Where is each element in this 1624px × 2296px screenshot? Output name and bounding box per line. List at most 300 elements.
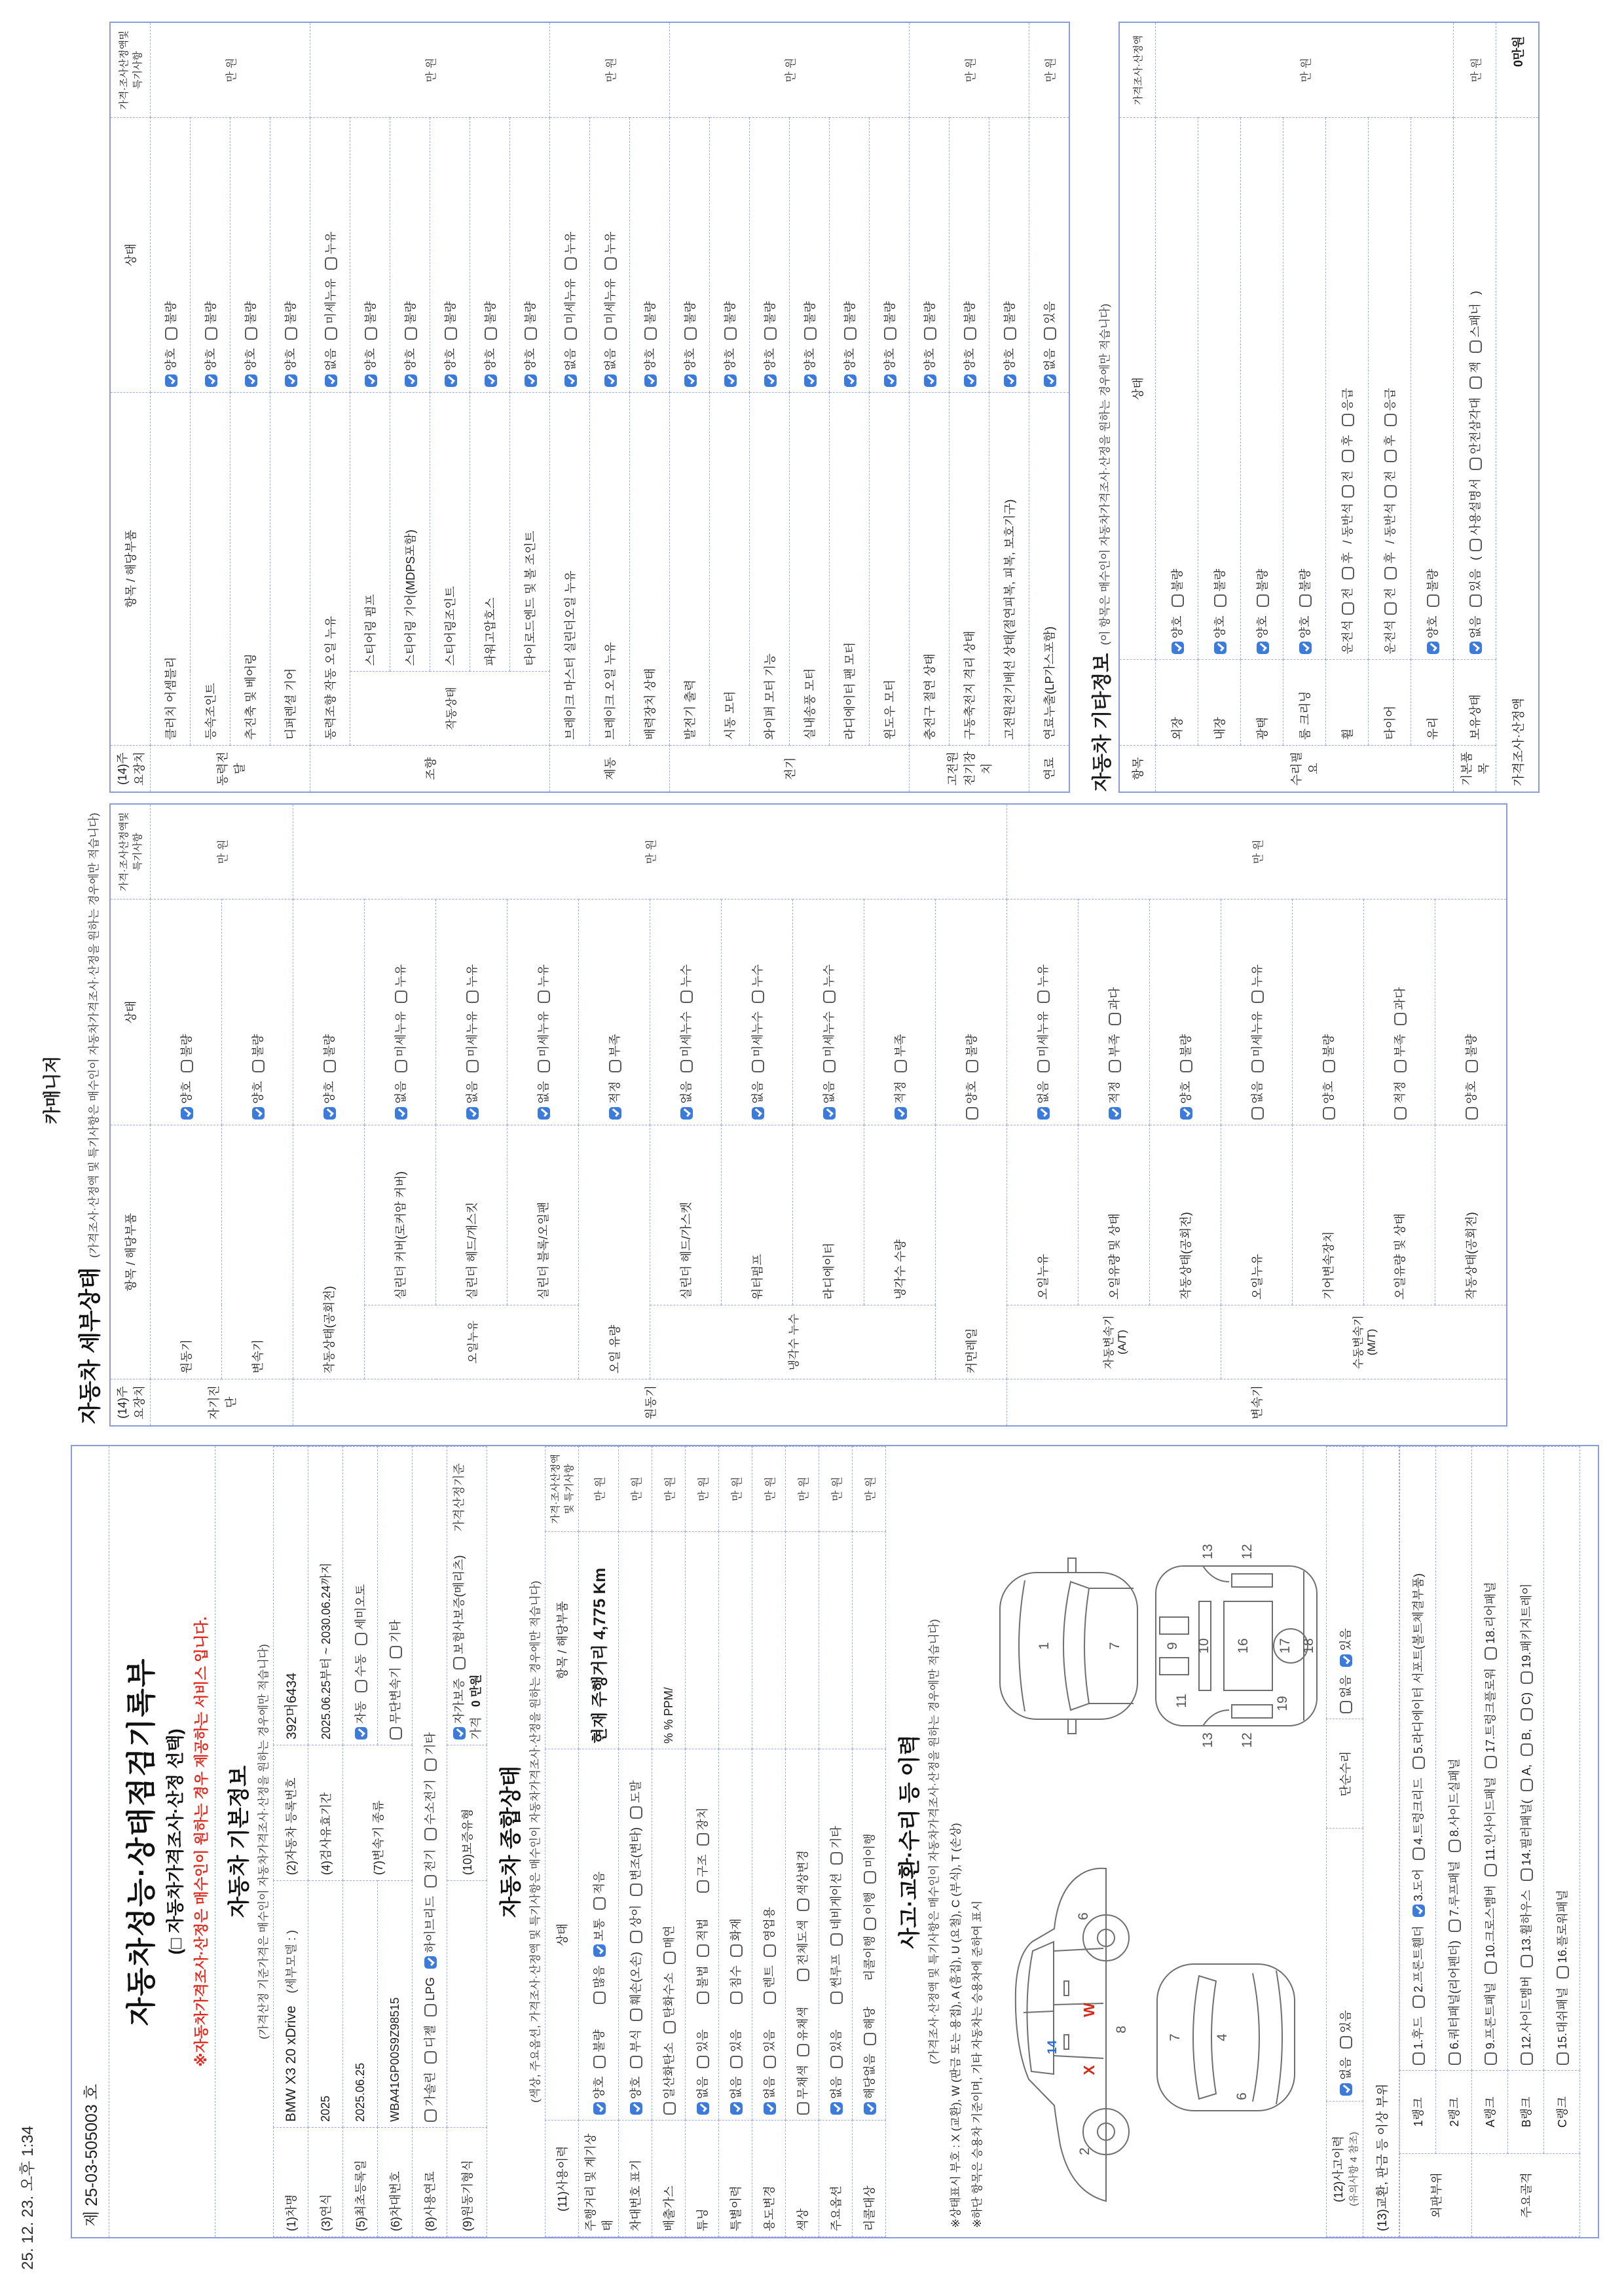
checkbox[interactable] [630, 2102, 642, 2115]
checkbox[interactable] [1427, 594, 1439, 607]
checkbox[interactable] [764, 1944, 776, 1957]
state-cell [1283, 118, 1326, 660]
checkbox[interactable] [325, 257, 337, 270]
checkbox[interactable] [1449, 1920, 1461, 1932]
checkbox[interactable] [252, 1107, 265, 1120]
checkbox[interactable] [764, 374, 777, 387]
checkbox-option: 무단변속기 [386, 1667, 403, 1740]
checkbox[interactable] [864, 2033, 876, 2045]
state-cell [1369, 118, 1411, 660]
checkbox-option: 양호 [627, 2077, 644, 2115]
checkbox-option: 불량 [177, 1034, 194, 1072]
detail-row [1326, 22, 1369, 792]
checkbox[interactable] [205, 327, 217, 340]
checkbox[interactable] [1037, 991, 1050, 1003]
checkbox[interactable] [1521, 1868, 1533, 1881]
checkbox-option: 양호 [282, 348, 299, 387]
checkbox[interactable] [609, 1060, 621, 1072]
detail-row [191, 22, 231, 792]
checkbox-option: 없음 [534, 1081, 551, 1120]
checkbox[interactable] [924, 327, 936, 340]
checkbox[interactable] [1521, 2052, 1533, 2065]
checkbox[interactable] [724, 327, 737, 340]
basic-info-heading: 자동차 기본정보 (가격산정 기준가격은 매수인이 자동차가격조사·산정을 원하는 경우에만 적습니다) [227, 1644, 270, 2039]
checkbox[interactable] [830, 1852, 843, 1865]
row-label: 주요옵션 [819, 2121, 853, 2237]
checkbox-option: 적정 [1105, 1081, 1122, 1120]
checkbox[interactable] [1469, 539, 1482, 551]
checkbox[interactable] [1412, 2052, 1425, 2065]
checkbox[interactable] [466, 1060, 479, 1072]
checkbox[interactable] [165, 374, 177, 387]
checkbox[interactable] [830, 1992, 843, 2004]
checkbox[interactable] [1466, 1060, 1478, 1072]
checkbox[interactable] [1557, 2052, 1569, 2065]
checkbox[interactable] [1004, 374, 1016, 387]
checkbox[interactable] [604, 257, 617, 270]
checkbox[interactable] [1109, 1013, 1121, 1025]
checkbox[interactable] [538, 991, 550, 1003]
overall-row [686, 1447, 719, 2237]
checkbox-option: 응급 [1381, 388, 1398, 427]
checkbox[interactable] [1180, 1107, 1192, 1120]
checkbox[interactable] [1251, 991, 1264, 1003]
checkbox[interactable] [1394, 1060, 1407, 1072]
checkbox[interactable] [285, 374, 297, 387]
checkbox-option: 부족 [891, 1034, 908, 1072]
checkbox[interactable] [1323, 1060, 1335, 1072]
registration-number-value: 392머6434 [274, 1447, 308, 1745]
checkbox[interactable] [1044, 374, 1056, 387]
state-cell [864, 900, 936, 1125]
checkbox[interactable] [797, 2102, 809, 2115]
panel-zone-number: 12 [1240, 1732, 1255, 1748]
state-cell [191, 118, 231, 393]
item-label: 윈도우 모터 [870, 392, 910, 745]
checkbox[interactable] [730, 2056, 743, 2068]
detail-row [1156, 22, 1198, 792]
checkbox[interactable] [1251, 1060, 1264, 1072]
checkbox[interactable] [823, 991, 836, 1003]
checkbox[interactable] [1037, 1107, 1050, 1120]
checkbox[interactable] [764, 327, 777, 340]
item-cell [786, 1531, 819, 1749]
checkbox[interactable] [730, 2102, 743, 2115]
checkbox[interactable] [1427, 642, 1439, 654]
checkbox[interactable] [609, 1107, 621, 1120]
checkbox[interactable] [1557, 1966, 1569, 1978]
checkbox[interactable] [395, 1060, 407, 1072]
checkbox[interactable] [1004, 327, 1016, 340]
checkbox[interactable] [1521, 1955, 1533, 1967]
checkbox[interactable] [1109, 1060, 1121, 1072]
checkbox[interactable] [323, 1060, 336, 1072]
panel-zone-number: 7 [1107, 1642, 1122, 1650]
checkbox-option: 매연 [660, 1925, 677, 1964]
checkbox[interactable] [323, 1107, 336, 1120]
checkbox-option: 무채색 [794, 2065, 811, 2115]
checkbox-option: 수동 [352, 1654, 369, 1692]
checkbox[interactable] [844, 374, 857, 387]
checkbox[interactable] [730, 1944, 743, 1957]
main-record-page [71, 1445, 1599, 2238]
checkbox[interactable] [864, 2102, 876, 2115]
checkbox[interactable] [1384, 414, 1397, 426]
item-label: 오일누유 [1221, 1125, 1293, 1305]
checkbox[interactable] [752, 1060, 764, 1072]
item-label: 오일누유 [1007, 1125, 1079, 1305]
checkbox[interactable] [445, 374, 457, 387]
checkbox[interactable] [1257, 642, 1269, 654]
engine-type-value [447, 1881, 487, 2128]
checkbox[interactable] [424, 1956, 437, 1969]
checkbox[interactable] [466, 991, 479, 1003]
checkbox[interactable] [1340, 2083, 1352, 2096]
checkbox[interactable] [1323, 1107, 1335, 1120]
checkbox[interactable] [525, 327, 537, 340]
rank-items [1436, 1447, 1472, 2071]
checkbox[interactable] [764, 1992, 776, 2004]
checkbox[interactable] [884, 374, 896, 387]
checkbox[interactable] [697, 1880, 709, 1893]
checkbox[interactable] [1342, 414, 1354, 426]
checkbox[interactable] [697, 1992, 709, 2004]
checkbox[interactable] [564, 327, 577, 340]
state-cell [652, 1749, 686, 2121]
checkbox[interactable] [453, 1657, 466, 1669]
checkbox[interactable] [1172, 594, 1184, 607]
checkbox-option: 불량 [641, 301, 658, 340]
checkbox-option: 17.트렁크플로워 [1481, 1668, 1498, 1768]
checkbox[interactable] [485, 374, 497, 387]
checkbox[interactable] [1469, 594, 1482, 607]
checkbox[interactable] [830, 2056, 843, 2068]
checkbox[interactable] [1342, 602, 1354, 615]
checkbox[interactable] [764, 2102, 776, 2115]
checkbox[interactable] [395, 991, 407, 1003]
checkbox[interactable] [1485, 1864, 1497, 1876]
checkbox[interactable] [564, 374, 577, 387]
checkbox[interactable] [1412, 1904, 1425, 1917]
item-label: 변속기 [222, 1125, 293, 1379]
accident-history-table [1326, 1446, 1399, 2237]
checkbox[interactable] [355, 1727, 367, 1740]
checkbox[interactable] [730, 1992, 743, 2004]
checkbox[interactable] [424, 1875, 437, 1887]
checkbox[interactable] [365, 374, 377, 387]
checkbox[interactable] [1466, 1107, 1478, 1120]
checkbox[interactable] [252, 1060, 265, 1072]
checkbox[interactable] [1394, 1107, 1407, 1120]
checkbox[interactable] [680, 1060, 693, 1072]
checkbox[interactable] [1449, 1840, 1461, 1852]
checkbox-option: 전기 [421, 1849, 438, 1887]
checkbox[interactable] [630, 2056, 642, 2068]
checkbox[interactable] [804, 327, 817, 340]
checkbox-option: 전체도색 [794, 1920, 811, 1981]
checkbox[interactable] [604, 327, 617, 340]
checkbox-option: 누유 [561, 232, 578, 270]
checkbox[interactable] [181, 1107, 193, 1120]
checkbox-option: 불량 [961, 301, 978, 340]
checkbox[interactable] [466, 1107, 479, 1120]
checkbox[interactable] [181, 1060, 193, 1072]
checkbox-option: 기타 [827, 1826, 844, 1865]
checkbox[interactable] [844, 327, 857, 340]
checkbox[interactable] [864, 1918, 876, 1930]
checkbox[interactable] [1521, 1779, 1533, 1791]
item-label: 오일유량 및 상태 [1079, 1125, 1150, 1305]
checkbox[interactable] [593, 1944, 606, 1957]
checkbox[interactable] [797, 2044, 809, 2056]
checkbox[interactable] [966, 1060, 978, 1072]
detail-row [630, 22, 670, 792]
price-cell: 만 원 [819, 1447, 853, 1532]
checkbox-option: 19.패키지트레이 [1517, 1583, 1534, 1683]
checkbox[interactable] [663, 1952, 676, 1964]
checkbox[interactable] [630, 1931, 642, 1943]
checkbox[interactable] [830, 1933, 843, 1946]
checkbox[interactable] [1340, 1702, 1352, 1714]
state-cell [222, 900, 293, 1125]
checkbox[interactable] [390, 1646, 402, 1658]
checkbox[interactable] [764, 2056, 776, 2068]
checkbox[interactable] [830, 2102, 843, 2115]
checkbox[interactable] [424, 1828, 437, 1840]
price-cell: 만 원 [752, 1447, 786, 1532]
state-cell [950, 118, 989, 393]
column-header: 가격·조사산정액 및 특기사항 [545, 1447, 579, 1532]
checkbox[interactable] [285, 327, 297, 340]
checkbox-option: 미세누유 [1248, 1011, 1265, 1073]
checkbox[interactable] [1521, 1708, 1533, 1721]
checkbox[interactable] [1180, 1060, 1192, 1072]
checkbox[interactable] [895, 1107, 907, 1120]
checkbox[interactable] [752, 991, 764, 1003]
checkbox[interactable] [724, 374, 737, 387]
etc-price-label: 가격조사·산정액 [1496, 118, 1540, 793]
checkbox[interactable] [1449, 2052, 1461, 2065]
checkbox[interactable] [424, 2109, 437, 2122]
checkbox[interactable] [1299, 642, 1312, 654]
checkbox-option: 1.후드 [1409, 2016, 1426, 2065]
checkbox[interactable] [245, 327, 257, 340]
checkbox-option: 불량 [401, 301, 418, 340]
checkbox[interactable] [966, 1107, 978, 1120]
item-label: 실린더 커버(로커암 커버) [365, 1125, 436, 1305]
item-label: 작동상태(공회전) [293, 1125, 365, 1379]
checkbox[interactable] [1172, 642, 1184, 654]
checkbox-option: 누유 [601, 232, 618, 270]
checkbox[interactable] [325, 327, 337, 340]
checkbox[interactable] [1044, 327, 1056, 340]
checkbox[interactable] [424, 2051, 437, 2064]
checkbox[interactable] [538, 1060, 550, 1072]
checkbox[interactable] [964, 327, 976, 340]
checkbox[interactable] [445, 327, 457, 340]
checkbox[interactable] [924, 374, 936, 387]
checkbox[interactable] [1342, 567, 1354, 579]
checkbox[interactable] [1384, 602, 1397, 615]
checkbox[interactable] [823, 1060, 836, 1072]
checkbox[interactable] [684, 374, 697, 387]
checkbox[interactable] [895, 1060, 907, 1072]
checkbox[interactable] [1469, 458, 1482, 470]
checkbox-option: 12.사이드멤버 [1517, 1976, 1534, 2065]
checkbox[interactable] [797, 1969, 809, 1981]
checkbox[interactable] [604, 374, 617, 387]
checkbox[interactable] [1214, 594, 1227, 607]
checkbox[interactable] [395, 1107, 407, 1120]
checkbox[interactable] [630, 1884, 642, 1897]
checkbox[interactable] [697, 2056, 709, 2068]
checkbox-option: 양호 [641, 348, 658, 387]
checkbox-option: 일산화탄소 [660, 2042, 677, 2115]
checkbox-option: 전 [1381, 588, 1398, 615]
checkbox-option: 스패너 [1466, 303, 1483, 353]
checkbox[interactable] [663, 2102, 676, 2115]
checkbox-option: 양호 [761, 348, 778, 387]
checkbox-option: 부족 [1105, 1034, 1122, 1072]
service-warning: ※자동차가격조사·산정은 매수인이 원하는 경우 제공하는 서비스 입니다. [193, 1616, 210, 2067]
checkbox[interactable] [564, 257, 577, 270]
checkbox[interactable] [1109, 1107, 1121, 1120]
checkbox[interactable] [1469, 340, 1482, 353]
checkbox[interactable] [245, 374, 257, 387]
checkbox[interactable] [1412, 1848, 1425, 1860]
field-label: (3)연식 [308, 2128, 343, 2237]
item-cell [686, 1531, 719, 1749]
panel-zone-number: 1 [1037, 1642, 1052, 1650]
checkbox[interactable] [1394, 1013, 1407, 1025]
rank-section-label: 주요골격 [1472, 2154, 1580, 2237]
checkbox[interactable] [630, 1806, 642, 1819]
checkbox[interactable] [1469, 642, 1482, 654]
checkbox-option: 부족 [606, 1034, 623, 1072]
checkbox[interactable] [325, 374, 337, 387]
state-cell [390, 118, 430, 393]
checkbox[interactable] [424, 2004, 437, 2016]
checkbox[interactable] [884, 327, 896, 340]
checkbox[interactable] [1485, 2052, 1497, 2065]
checkbox[interactable] [1340, 1654, 1352, 1667]
checkbox-option: 수소전기 [421, 1779, 438, 1841]
checkbox[interactable] [1412, 1757, 1425, 1770]
checkbox[interactable] [355, 1633, 367, 1645]
checkbox[interactable] [697, 2102, 709, 2115]
checkbox[interactable] [365, 327, 377, 340]
state-cell [853, 1749, 886, 2121]
checkbox[interactable] [355, 1680, 367, 1692]
checkbox[interactable] [485, 327, 497, 340]
checkbox[interactable] [1485, 1756, 1497, 1768]
checkbox[interactable] [453, 1727, 466, 1740]
state-cell [870, 118, 910, 393]
checkbox-option: 불량 [1296, 569, 1313, 608]
checkbox[interactable] [697, 1833, 709, 1846]
item-label: 유리 [1411, 660, 1454, 746]
checkbox[interactable] [823, 1107, 836, 1120]
checkbox[interactable] [593, 2102, 606, 2115]
checkbox[interactable] [1214, 642, 1227, 654]
checkbox[interactable] [1342, 485, 1354, 498]
item-label: 실린더 헤드/개스킷 [436, 1125, 507, 1305]
device-group-label: 자기진단 [151, 1379, 293, 1427]
checkbox[interactable] [1521, 1743, 1533, 1756]
checkbox[interactable] [644, 327, 657, 340]
panel-zone-number: 8 [1114, 2026, 1129, 2033]
checkbox[interactable] [684, 327, 697, 340]
checkbox[interactable] [797, 1899, 809, 1911]
checkbox[interactable] [405, 327, 417, 340]
damage-mark: X [1080, 2065, 1098, 2075]
price-cell: 만 원 [853, 1447, 886, 1532]
checkbox[interactable] [165, 327, 177, 340]
checkbox[interactable] [593, 1897, 606, 1910]
checkbox[interactable] [697, 1944, 709, 1957]
checkbox[interactable] [1469, 376, 1482, 389]
checkbox[interactable] [1384, 567, 1397, 579]
checkbox[interactable] [964, 374, 976, 387]
checkbox[interactable] [1257, 594, 1269, 607]
checkbox[interactable] [405, 374, 417, 387]
column-header: 상태 [110, 900, 151, 1125]
checkbox[interactable] [1299, 594, 1312, 607]
detail-row [1411, 22, 1454, 792]
checkbox[interactable] [680, 991, 693, 1003]
checkbox[interactable] [804, 374, 817, 387]
state-cell [793, 900, 864, 1125]
transmission-options [343, 1447, 378, 1745]
checkbox[interactable] [1485, 1647, 1497, 1660]
checkbox-option: 네비게이션 [827, 1873, 844, 1946]
checkbox[interactable] [424, 1758, 437, 1771]
checkbox-option: 썬루프 [827, 1954, 844, 2004]
checkbox[interactable] [1384, 450, 1397, 462]
checkbox[interactable] [1037, 1060, 1050, 1072]
checkbox[interactable] [205, 374, 217, 387]
checkbox[interactable] [538, 1107, 550, 1120]
checkbox[interactable] [864, 1871, 876, 1884]
checkbox-option: 적정 [606, 1081, 623, 1120]
checkbox[interactable] [1384, 485, 1397, 498]
item-label: 고전원전기배선 상태(절연피복, 피복, 보호기구) [989, 392, 1029, 745]
detail-row [1007, 804, 1079, 1426]
column-header: 가격조사·산정액 [1119, 22, 1156, 118]
checkbox[interactable] [593, 2056, 606, 2068]
checkbox[interactable] [1251, 1107, 1264, 1120]
checkbox[interactable] [752, 1107, 764, 1120]
checkbox[interactable] [1412, 1995, 1425, 2008]
state-cell [1079, 900, 1150, 1125]
checkbox[interactable] [1342, 450, 1354, 462]
state-cell [310, 118, 350, 393]
checkbox-option: 없음 [601, 348, 618, 387]
checkbox[interactable] [630, 2009, 642, 2021]
checkbox[interactable] [644, 374, 657, 387]
checkbox-option: 불량 [801, 301, 818, 340]
checkbox[interactable] [1340, 2036, 1352, 2049]
checkbox[interactable] [390, 1727, 402, 1740]
checkbox[interactable] [1485, 1961, 1497, 1974]
checkbox[interactable] [663, 2021, 676, 2033]
checkbox[interactable] [593, 1992, 606, 2004]
device-group-label: 연료 [1029, 746, 1070, 793]
detail-row [710, 22, 750, 792]
checkbox[interactable] [525, 374, 537, 387]
checkbox[interactable] [680, 1107, 693, 1120]
checkbox[interactable] [1521, 1671, 1533, 1684]
